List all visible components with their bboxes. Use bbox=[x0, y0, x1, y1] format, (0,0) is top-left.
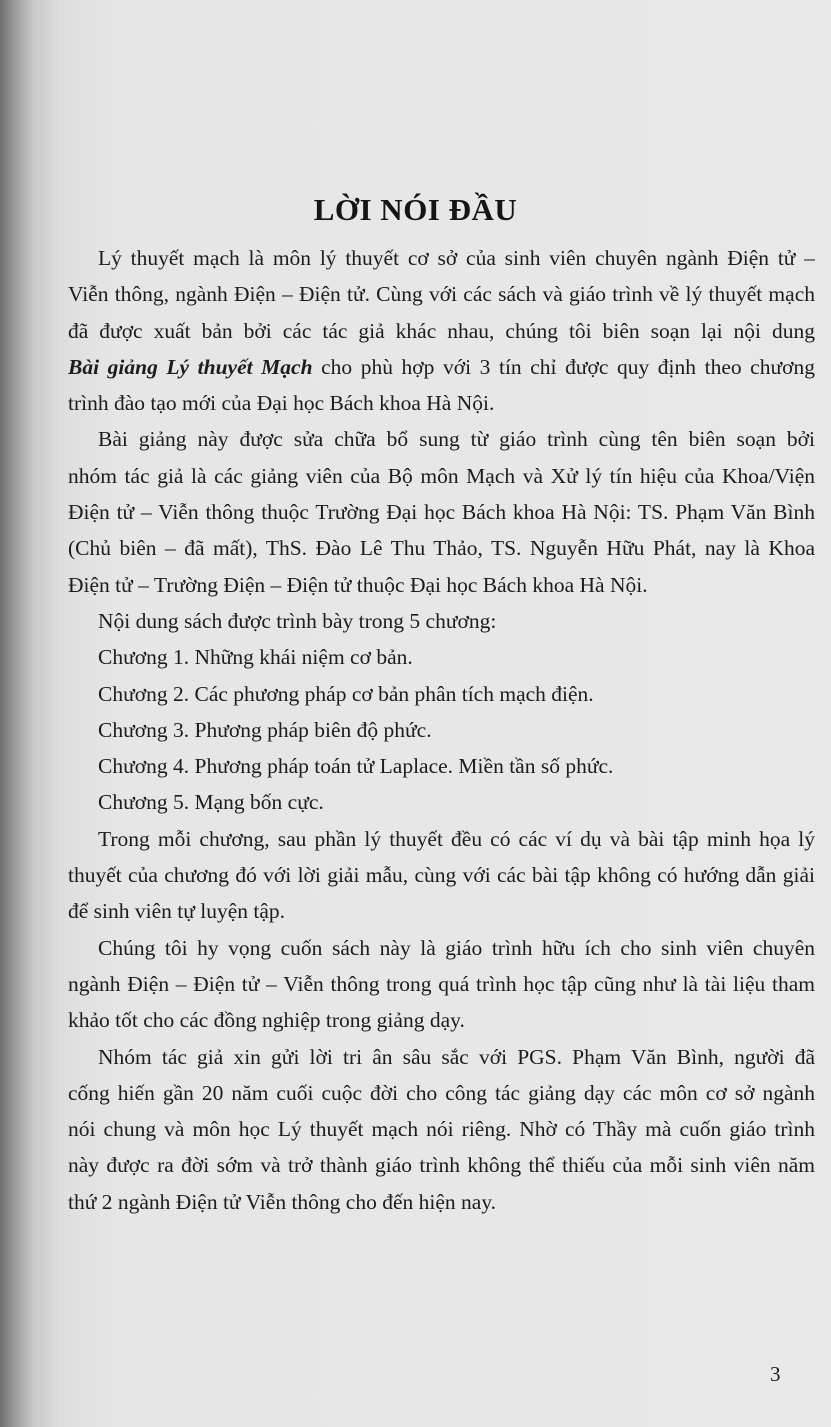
chapter-list bbox=[68, 603, 815, 821]
text-line: trình đào tạo mới của Đại học Bách khoa Hà Nội. bbox=[68, 391, 495, 416]
text-line: thuyết của chương đó với lời giải mẫu, cùng với các bài tập không có hướng dẫn giải bbox=[68, 863, 815, 888]
paragraph-authors bbox=[68, 421, 815, 602]
text-line: Điện tử – Trường Điện – Điện tử thuộc Đại học Bách khoa Hà Nội. bbox=[68, 572, 648, 597]
text-line: Trong mỗi chương, sau phần lý thuyết đều có các ví dụ và bài tập minh họa lý bbox=[98, 826, 815, 851]
text-line: (Chủ biên – đã mất), ThS. Đào Lê Thu Thảo, TS. Nguyễn Hữu Phát, nay là Khoa bbox=[68, 536, 815, 561]
text-line: Lý thuyết mạch là môn lý thuyết cơ sở của sinh viên chuyên ngành Điện tử – bbox=[98, 246, 815, 270]
text-line: thứ 2 ngành Điện tử Viễn thông cho đến hiện nay. bbox=[68, 1189, 497, 1214]
text-line: để sinh viên tự luyện tập. bbox=[68, 899, 286, 924]
text-line: ngành Điện – Điện tử – Viễn thông trong quá trình học tập cũng như là tài liệu tham bbox=[68, 971, 815, 996]
chapter-item: Chương 1. Những khái niệm cơ bản. bbox=[98, 645, 413, 670]
text-line: nhóm tác giả là các giảng viên của Bộ môn Mạch và Xử lý tín hiệu của Khoa/Viện bbox=[68, 463, 815, 488]
body-text bbox=[68, 240, 815, 1220]
chapter-item: Chương 3. Phương pháp biên độ phức. bbox=[98, 717, 432, 742]
text-line: khảo tốt cho các đồng nghiệp trong giảng dạy. bbox=[68, 1008, 465, 1033]
page-title: LỜI NÓI ĐẦU bbox=[313, 192, 518, 227]
text-line: Bài giảng này được sửa chữa bổ sung từ giáo trình cùng tên biên soạn bởi bbox=[98, 427, 815, 452]
text-line: Viễn thông, ngành Điện – Điện tử. Cùng với các sách và giáo trình về lý thuyết mạch bbox=[68, 282, 815, 307]
text-fragment: cho phù hợp với 3 tín chỉ được quy định theo chương bbox=[312, 354, 815, 379]
page-number: 3 bbox=[770, 1362, 781, 1386]
chapter-item: Chương 2. Các phương pháp cơ bản phân tích mạch điện. bbox=[98, 681, 594, 706]
chapter-item: Chương 5. Mạng bốn cực. bbox=[98, 790, 324, 815]
paragraph-structure bbox=[68, 821, 815, 930]
text-line: nói chung và môn học Lý thuyết mạch nói riêng. Nhờ có Thầy mà cuốn giáo trình bbox=[68, 1117, 815, 1142]
text-line bbox=[68, 349, 815, 385]
paragraph-hope bbox=[68, 930, 815, 1039]
text-line: này được ra đời sớm và trở thành giáo trình không thể thiếu của mỗi sinh viên năm bbox=[68, 1153, 815, 1178]
chapter-item: Chương 4. Phương pháp toán tử Laplace. Miền tần số phức. bbox=[98, 754, 614, 779]
text-line: Nhóm tác giả xin gửi lời tri ân sâu sắc với PGS. Phạm Văn Bình, người đã bbox=[98, 1044, 815, 1069]
text-line: cống hiến gần 20 năm cuối cuộc đời cho công tác giảng dạy các môn cơ sở ngành bbox=[68, 1080, 815, 1105]
text-line: đã được xuất bản bởi các tác giả khác nhau, chúng tôi biên soạn lại nội dung bbox=[68, 318, 815, 343]
contents-intro: Nội dung sách được trình bày trong 5 chương: bbox=[98, 608, 497, 633]
text-line: Điện tử – Viễn thông thuộc Trường Đại học Bách khoa Hà Nội: TS. Phạm Văn Bình bbox=[68, 500, 815, 525]
paragraph-intro bbox=[68, 240, 815, 421]
text-line: Chúng tôi hy vọng cuốn sách này là giáo trình hữu ích cho sinh viên chuyên bbox=[98, 935, 815, 960]
book-title-italic: Bài giảng Lý thuyết Mạch bbox=[68, 354, 313, 379]
paragraph-gratitude bbox=[68, 1039, 815, 1220]
